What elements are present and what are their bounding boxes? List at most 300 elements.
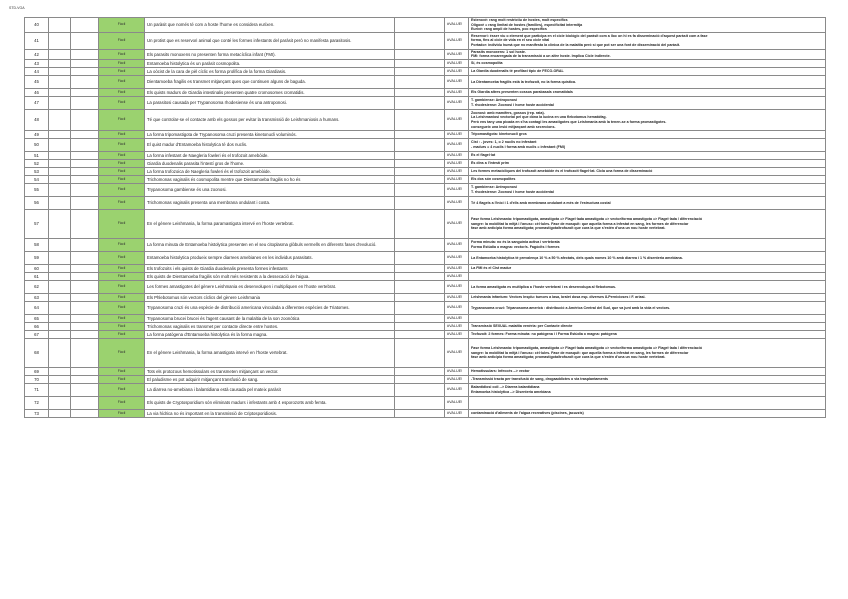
- row-number-cell[interactable]: 53: [25, 167, 49, 175]
- empty-cell[interactable]: [71, 49, 99, 59]
- empty-cell[interactable]: [49, 159, 71, 167]
- value-error-cell[interactable]: #VALUE!: [445, 280, 469, 293]
- row-number-cell[interactable]: 63: [25, 293, 49, 301]
- table-row: [25, 167, 826, 175]
- value-error-cell[interactable]: #VALUE!: [445, 322, 469, 330]
- empty-cell[interactable]: [49, 338, 71, 367]
- difficulty-cell[interactable]: Fàcil: [99, 280, 145, 293]
- empty-cell[interactable]: [395, 383, 445, 396]
- value-error-cell[interactable]: #VALUE!: [445, 330, 469, 338]
- empty-cell[interactable]: [395, 322, 445, 330]
- question-cell[interactable]: Giardia duodenalis parasita l'intestí gros de l'home.: [145, 159, 395, 167]
- table-row: [25, 301, 826, 314]
- difficulty-cell[interactable]: Fàcil: [99, 96, 145, 109]
- row-number-cell[interactable]: 72: [25, 396, 49, 409]
- empty-cell[interactable]: [71, 67, 99, 75]
- empty-cell[interactable]: [49, 293, 71, 301]
- value-error-cell[interactable]: #VALUE!: [445, 301, 469, 314]
- table-row: [25, 330, 826, 338]
- empty-cell[interactable]: [395, 330, 445, 338]
- value-error-cell[interactable]: #VALUE!: [445, 151, 469, 159]
- explanation-cell[interactable]: [469, 330, 826, 338]
- empty-cell[interactable]: [395, 272, 445, 280]
- value-error-cell[interactable]: #VALUE!: [445, 175, 469, 183]
- value-error-cell[interactable]: #VALUE!: [445, 375, 469, 383]
- explanation-cell[interactable]: [469, 383, 826, 396]
- explanation-cell[interactable]: [469, 151, 826, 159]
- question-cell[interactable]: Trichomonas vaginalis presenta una membrana ondulant i costa.: [145, 196, 395, 209]
- value-error-cell[interactable]: #VALUE!: [445, 251, 469, 264]
- empty-cell[interactable]: [395, 49, 445, 59]
- explanation-line: La Entamoeba histolytica té prevalença 10 % a 50 % afectats, dels quals nomes 10 % amb diarrea i 1 % disenteria amebiana.: [471, 255, 683, 260]
- empty-cell[interactable]: [49, 96, 71, 109]
- empty-cell[interactable]: [71, 238, 99, 251]
- empty-cell[interactable]: [71, 383, 99, 396]
- value-error-cell[interactable]: #VALUE!: [445, 59, 469, 67]
- value-error-cell[interactable]: #VALUE!: [445, 159, 469, 167]
- explanation-cell[interactable]: [469, 409, 826, 417]
- empty-cell[interactable]: [49, 272, 71, 280]
- difficulty-cell[interactable]: Fàcil: [99, 196, 145, 209]
- explanation-line: T. rhodesiense: Zoonosi i home hoste accidental: [471, 102, 554, 107]
- explanation-cell[interactable]: [469, 338, 826, 367]
- row-number-cell[interactable]: 59: [25, 251, 49, 264]
- value-error-cell[interactable]: #VALUE!: [445, 314, 469, 322]
- empty-cell[interactable]: [49, 330, 71, 338]
- row-number-cell[interactable]: 54: [25, 175, 49, 183]
- empty-cell[interactable]: [49, 75, 71, 88]
- question-cell[interactable]: La diarrea no-amebiana i balantidiana està causada pel mateix paràsit: [145, 383, 395, 396]
- row-number-cell[interactable]: 60: [25, 264, 49, 272]
- row-number-cell[interactable]: 57: [25, 209, 49, 238]
- explanation-cell[interactable]: [469, 159, 826, 167]
- empty-cell[interactable]: [395, 209, 445, 238]
- value-error-cell[interactable]: #VALUE!: [445, 167, 469, 175]
- empty-cell[interactable]: [71, 272, 99, 280]
- empty-cell[interactable]: [49, 175, 71, 183]
- question-cell[interactable]: Les formes amastigotes del gènere Leishmania es desenvolupen i multipliquen en l'hoste vertebrat.: [145, 280, 395, 293]
- difficulty-cell[interactable]: Fàcil: [99, 396, 145, 409]
- row-number-cell[interactable]: 51: [25, 151, 49, 159]
- table-row: [25, 367, 826, 375]
- table-row: [25, 18, 826, 33]
- empty-cell[interactable]: [395, 238, 445, 251]
- explanation-cell[interactable]: [469, 32, 826, 49]
- row-number-cell[interactable]: 67: [25, 330, 49, 338]
- empty-cell[interactable]: [71, 196, 99, 209]
- table-row: [25, 209, 826, 238]
- difficulty-cell[interactable]: Fàcil: [99, 159, 145, 167]
- explanation-cell[interactable]: [469, 96, 826, 109]
- row-number-cell[interactable]: 69: [25, 367, 49, 375]
- empty-cell[interactable]: [49, 18, 71, 33]
- empty-cell[interactable]: [49, 280, 71, 293]
- table-row: [25, 96, 826, 109]
- difficulty-cell[interactable]: Fàcil: [99, 264, 145, 272]
- table-row: [25, 409, 826, 417]
- row-number-cell[interactable]: 43: [25, 59, 49, 67]
- explanation-cell[interactable]: [469, 264, 826, 272]
- empty-cell[interactable]: [49, 367, 71, 375]
- question-cell[interactable]: Té que controlar-se el contacte amb els gossos per evitar la transmissió de Leishmaniosis a humans.: [145, 109, 395, 130]
- difficulty-cell[interactable]: Fàcil: [99, 151, 145, 159]
- value-error-cell[interactable]: #VALUE!: [445, 293, 469, 301]
- empty-cell[interactable]: [49, 301, 71, 314]
- explanation-cell[interactable]: [469, 59, 826, 67]
- value-error-cell[interactable]: #VALUE!: [445, 138, 469, 151]
- empty-cell[interactable]: [71, 109, 99, 130]
- empty-cell[interactable]: [395, 314, 445, 322]
- value-error-cell[interactable]: #VALUE!: [445, 396, 469, 409]
- explanation-cell[interactable]: [469, 251, 826, 264]
- empty-cell[interactable]: [395, 396, 445, 409]
- table-row: [25, 238, 826, 251]
- question-cell[interactable]: El paludisme es pot adquirir mitjançant transfusió de sang.: [145, 375, 395, 383]
- question-cell[interactable]: Trypanosoma brucei brucei és l'agent causant de la malaltia de la son zoonòtica: [145, 314, 395, 322]
- empty-cell[interactable]: [395, 183, 445, 196]
- difficulty-cell[interactable]: Fàcil: [99, 322, 145, 330]
- empty-cell[interactable]: [71, 75, 99, 88]
- difficulty-cell[interactable]: Fàcil: [99, 238, 145, 251]
- empty-cell[interactable]: [71, 209, 99, 238]
- empty-cell[interactable]: [71, 18, 99, 33]
- question-cell[interactable]: Un paràsit que només té com a hoste l'home es considera euríxen.: [145, 18, 395, 33]
- question-cell[interactable]: Un protist que es reservori animal que conté les formes infestants del paràsit però no manifesta parasitosis.: [145, 32, 395, 49]
- difficulty-cell[interactable]: Fàcil: [99, 251, 145, 264]
- empty-cell[interactable]: [71, 293, 99, 301]
- row-number-cell[interactable]: 58: [25, 238, 49, 251]
- row-number-cell[interactable]: 48: [25, 109, 49, 130]
- explanation-cell[interactable]: [469, 209, 826, 238]
- explanation-cell[interactable]: [469, 183, 826, 196]
- value-error-cell[interactable]: #VALUE!: [445, 367, 469, 375]
- empty-cell[interactable]: [49, 138, 71, 151]
- row-number-cell[interactable]: 46: [25, 88, 49, 96]
- explanation-cell[interactable]: [469, 109, 826, 130]
- question-cell[interactable]: La forma minuta de Entamoeba histolytica presenten en el seu citoplasma glòbuls vermells en diferents fases d'evolució.: [145, 238, 395, 251]
- empty-cell[interactable]: [49, 209, 71, 238]
- explanation-cell[interactable]: [469, 238, 826, 251]
- question-cell[interactable]: La forma trofozoica de Naegleria fowleri és el trofozoit amebòide.: [145, 167, 395, 175]
- question-cell[interactable]: El quist madur d'Entamoeba histolytica té dos nuclis.: [145, 138, 395, 151]
- empty-cell[interactable]: [49, 251, 71, 264]
- row-number-cell[interactable]: 64: [25, 301, 49, 314]
- empty-cell[interactable]: [71, 338, 99, 367]
- empty-cell[interactable]: [395, 138, 445, 151]
- question-cell[interactable]: Trichomonas vaginalis es transmet per contacte directe entre hostes.: [145, 322, 395, 330]
- empty-cell[interactable]: [71, 167, 99, 175]
- difficulty-cell[interactable]: Fàcil: [99, 59, 145, 67]
- table-row: [25, 109, 826, 130]
- value-error-cell[interactable]: #VALUE!: [445, 264, 469, 272]
- empty-cell[interactable]: [71, 409, 99, 417]
- empty-cell[interactable]: [49, 322, 71, 330]
- explanation-line: -Transmissió tracta per transfusió de sang, drogaaddictes o via trasplantaments: [471, 377, 609, 382]
- row-number-cell[interactable]: 66: [25, 322, 49, 330]
- value-error-cell[interactable]: #VALUE!: [445, 383, 469, 396]
- value-error-cell[interactable]: #VALUE!: [445, 96, 469, 109]
- explanation-cell[interactable]: [469, 396, 826, 409]
- sheet-id: STD-VGA: [9, 6, 25, 10]
- explanation-cell[interactable]: [469, 130, 826, 138]
- empty-cell[interactable]: [395, 59, 445, 67]
- question-cell[interactable]: La forma tripomastigota de Trypanosoma cruzi presenta kinetonucli voluminós.: [145, 130, 395, 138]
- explanation-line: Forma minuta: no és la sanguínia activa i vertebrata: [471, 240, 560, 245]
- difficulty-cell[interactable]: Fàcil: [99, 409, 145, 417]
- row-number-cell[interactable]: 52: [25, 159, 49, 167]
- question-cell[interactable]: La oòcist de la cara de pèl cíclic es forma prolífica de la forma Giardiasis.: [145, 67, 395, 75]
- empty-cell[interactable]: [71, 151, 99, 159]
- empty-cell[interactable]: [71, 367, 99, 375]
- value-error-cell[interactable]: #VALUE!: [445, 272, 469, 280]
- empty-cell[interactable]: [71, 330, 99, 338]
- difficulty-cell[interactable]: Fàcil: [99, 293, 145, 301]
- empty-cell[interactable]: [71, 396, 99, 409]
- empty-cell[interactable]: [395, 338, 445, 367]
- empty-cell[interactable]: [395, 280, 445, 293]
- explanation-line: La Leishmaniosi vectorial pel que dóna la lucina en una flebotomus hematòfag.: [471, 115, 607, 120]
- empty-cell[interactable]: [71, 159, 99, 167]
- table-row: [25, 280, 826, 293]
- difficulty-cell[interactable]: Fàcil: [99, 314, 145, 322]
- explanation-cell[interactable]: [469, 375, 826, 383]
- empty-cell[interactable]: [71, 183, 99, 196]
- value-error-cell[interactable]: #VALUE!: [445, 75, 469, 88]
- question-cell[interactable]: Els quists de Cryptosporidium són eliminats madurs i infestants amb 4 esporozoïts amb femta.: [145, 396, 395, 409]
- empty-cell[interactable]: [49, 264, 71, 272]
- empty-cell[interactable]: [49, 59, 71, 67]
- empty-cell[interactable]: [71, 88, 99, 96]
- explanation-cell[interactable]: [469, 138, 826, 151]
- difficulty-cell[interactable]: Fàcil: [99, 109, 145, 130]
- explanation-line: Els dos són cosmopolites: [471, 177, 516, 182]
- empty-cell[interactable]: [49, 151, 71, 159]
- row-number-cell[interactable]: 70: [25, 375, 49, 383]
- explanation-line: Es el flagel·lat: [471, 153, 496, 158]
- empty-cell[interactable]: [71, 59, 99, 67]
- empty-cell[interactable]: [49, 238, 71, 251]
- empty-cell[interactable]: [49, 183, 71, 196]
- row-number-cell[interactable]: 41: [25, 32, 49, 49]
- table-row: [25, 130, 826, 138]
- row-number-cell[interactable]: 44: [25, 67, 49, 75]
- value-error-cell[interactable]: #VALUE!: [445, 109, 469, 130]
- empty-cell[interactable]: [71, 130, 99, 138]
- value-error-cell[interactable]: #VALUE!: [445, 130, 469, 138]
- empty-cell[interactable]: [395, 151, 445, 159]
- empty-cell[interactable]: [395, 264, 445, 272]
- row-number-cell[interactable]: 56: [25, 196, 49, 209]
- empty-cell[interactable]: [49, 314, 71, 322]
- empty-cell[interactable]: [49, 130, 71, 138]
- row-number-cell[interactable]: 61: [25, 272, 49, 280]
- question-cell[interactable]: En el gènere Leishmania, la forma amastigota intervé en l'hoste vertebrat.: [145, 338, 395, 367]
- explanation-cell[interactable]: [469, 175, 826, 183]
- row-number-cell[interactable]: 62: [25, 280, 49, 293]
- difficulty-cell[interactable]: Fàcil: [99, 18, 145, 33]
- empty-cell[interactable]: [49, 109, 71, 130]
- empty-cell[interactable]: [395, 109, 445, 130]
- explanation-cell[interactable]: [469, 18, 826, 33]
- explanation-cell[interactable]: [469, 88, 826, 96]
- difficulty-cell[interactable]: Fàcil: [99, 88, 145, 96]
- difficulty-cell[interactable]: Fàcil: [99, 375, 145, 383]
- row-number-cell[interactable]: 45: [25, 75, 49, 88]
- explanation-cell[interactable]: [469, 67, 826, 75]
- value-error-cell[interactable]: #VALUE!: [445, 88, 469, 96]
- empty-cell[interactable]: [395, 251, 445, 264]
- row-number-cell[interactable]: 71: [25, 383, 49, 396]
- difficulty-cell[interactable]: Fàcil: [99, 383, 145, 396]
- value-error-cell[interactable]: #VALUE!: [445, 209, 469, 238]
- row-number-cell[interactable]: 55: [25, 183, 49, 196]
- explanation-cell[interactable]: [469, 167, 826, 175]
- explanation-line: sangre: la mobilitat la mitjà i l'anusc: cèl·lules. Fase de mosquit: que aquella forma a infestat en sang, les formes de diferenciar: [471, 221, 689, 226]
- empty-cell[interactable]: [49, 49, 71, 59]
- row-number-cell[interactable]: 73: [25, 409, 49, 417]
- question-cell[interactable]: Els trofozoits i els quists de Giardia duodenalis presenta formes infestants: [145, 264, 395, 272]
- difficulty-cell[interactable]: Fàcil: [99, 338, 145, 367]
- empty-cell[interactable]: [395, 88, 445, 96]
- empty-cell[interactable]: [71, 314, 99, 322]
- question-cell[interactable]: En el gènere Leishmania, la forma paramastigota intervé en l'hoste vertebrat.: [145, 209, 395, 238]
- difficulty-cell[interactable]: Fàcil: [99, 272, 145, 280]
- difficulty-cell[interactable]: Fàcil: [99, 330, 145, 338]
- empty-cell[interactable]: [71, 138, 99, 151]
- value-error-cell[interactable]: #VALUE!: [445, 409, 469, 417]
- empty-cell[interactable]: [71, 280, 99, 293]
- explanation-cell[interactable]: [469, 75, 826, 88]
- question-cell[interactable]: Els quists de Dientamoeba fragilis són molt més resistents a la dessecació de l'aigua.: [145, 272, 395, 280]
- empty-cell[interactable]: [49, 196, 71, 209]
- explanation-cell[interactable]: [469, 301, 826, 314]
- value-error-cell[interactable]: #VALUE!: [445, 67, 469, 75]
- row-number-cell[interactable]: 49: [25, 130, 49, 138]
- explanation-cell[interactable]: [469, 322, 826, 330]
- difficulty-cell[interactable]: Fàcil: [99, 301, 145, 314]
- question-cell[interactable]: La forma patògena d'Entamoeba histolytica és la forma magna.: [145, 330, 395, 338]
- empty-cell[interactable]: [395, 130, 445, 138]
- value-error-cell[interactable]: #VALUE!: [445, 338, 469, 367]
- empty-cell[interactable]: [395, 196, 445, 209]
- empty-cell[interactable]: [71, 301, 99, 314]
- empty-cell[interactable]: [49, 375, 71, 383]
- explanation-line: Les formes metacícliques del trofozoit amebòide és el trofozoit flagel·lat. Cicla una forma de disseminació: [471, 169, 653, 174]
- explanation-cell[interactable]: [469, 272, 826, 280]
- question-cell[interactable]: Dientamoeba fragilis es transmet mitjançant ques que continuen alguns de baguda.: [145, 75, 395, 88]
- difficulty-cell[interactable]: Fàcil: [99, 167, 145, 175]
- explanation-line: Trypanosoma cruzi: Tripanosoma americà : distribució a Amèrica Central del Sud, que va junt amb la vida el vectors.: [471, 305, 671, 310]
- question-cell[interactable]: Els parasits monoxens no presenten forma metacíclica infant (FMI).: [145, 49, 395, 59]
- empty-cell[interactable]: [395, 167, 445, 175]
- value-error-cell[interactable]: #VALUE!: [445, 238, 469, 251]
- empty-cell[interactable]: [49, 383, 71, 396]
- empty-cell[interactable]: [71, 251, 99, 264]
- row-number-cell[interactable]: 47: [25, 96, 49, 109]
- difficulty-cell[interactable]: Fàcil: [99, 130, 145, 138]
- value-error-cell[interactable]: #VALUE!: [445, 183, 469, 196]
- row-number-cell[interactable]: 40: [25, 18, 49, 33]
- value-error-cell[interactable]: #VALUE!: [445, 196, 469, 209]
- empty-cell[interactable]: [395, 375, 445, 383]
- empty-cell[interactable]: [395, 18, 445, 33]
- question-cell[interactable]: Els Phlebotomus són vectors cíclics del gènere Leishmania: [145, 293, 395, 301]
- explanation-cell[interactable]: [469, 293, 826, 301]
- row-number-cell[interactable]: 68: [25, 338, 49, 367]
- question-cell[interactable]: Trypanosoma cruzi és una espècie de distribució americana vinculada a diferentes espècies de Triatomes.: [145, 301, 395, 314]
- value-error-cell[interactable]: #VALUE!: [445, 32, 469, 49]
- empty-cell[interactable]: [395, 367, 445, 375]
- empty-cell[interactable]: [71, 322, 99, 330]
- difficulty-cell[interactable]: Fàcil: [99, 49, 145, 59]
- empty-cell[interactable]: [71, 32, 99, 49]
- empty-cell[interactable]: [49, 67, 71, 75]
- difficulty-cell[interactable]: Fàcil: [99, 75, 145, 88]
- empty-cell[interactable]: [395, 301, 445, 314]
- table-row: [25, 322, 826, 330]
- explanation-cell[interactable]: [469, 314, 826, 322]
- row-number-cell[interactable]: 50: [25, 138, 49, 151]
- question-cell[interactable]: Els quists madurs de Giardia intestinalis presenten quatre cromosomes cromatidis.: [145, 88, 395, 96]
- question-cell[interactable]: La parasitosi causada per Trypanosoma rhodesiense és una antroponosi.: [145, 96, 395, 109]
- difficulty-cell[interactable]: Fàcil: [99, 67, 145, 75]
- empty-cell[interactable]: [49, 409, 71, 417]
- row-number-cell[interactable]: 42: [25, 49, 49, 59]
- empty-cell[interactable]: [49, 396, 71, 409]
- empty-cell[interactable]: [395, 175, 445, 183]
- difficulty-cell[interactable]: Fàcil: [99, 175, 145, 183]
- question-cell[interactable]: La forma infestant de Naegleria fowleri és el trofozoit amebòide.: [145, 151, 395, 159]
- explanation-cell[interactable]: [469, 367, 826, 375]
- explanation-line: És dins a l'intestí prim: [471, 161, 509, 166]
- difficulty-cell[interactable]: Fàcil: [99, 367, 145, 375]
- empty-cell[interactable]: [49, 32, 71, 49]
- empty-cell[interactable]: [395, 159, 445, 167]
- difficulty-cell[interactable]: Fàcil: [99, 183, 145, 196]
- empty-cell[interactable]: [395, 75, 445, 88]
- question-cell[interactable]: Tots els protozous hemotissulars es transmeten mitjançant un vector.: [145, 367, 395, 375]
- explanation-cell[interactable]: [469, 280, 826, 293]
- question-cell[interactable]: Entamoeba histolytica produeix sempre diarrees amebianes en les individus parasitats.: [145, 251, 395, 264]
- row-number-cell[interactable]: 65: [25, 314, 49, 322]
- difficulty-cell[interactable]: Fàcil: [99, 32, 145, 49]
- empty-cell[interactable]: [395, 293, 445, 301]
- explanation-line: Oligoxè = rang limitat de hostes (families), especificitat intermitja: [471, 22, 583, 27]
- empty-cell[interactable]: [49, 88, 71, 96]
- value-error-cell[interactable]: #VALUE!: [445, 49, 469, 59]
- explanation-line: - madurs = 4 nuclis i forma amb nuclis = infestant (FMI): [471, 144, 566, 149]
- empty-cell[interactable]: [71, 264, 99, 272]
- explanation-line: consegueix una lesió mitjançant amb secrecions.: [471, 124, 556, 129]
- empty-cell[interactable]: [395, 96, 445, 109]
- empty-cell[interactable]: [395, 32, 445, 49]
- empty-cell[interactable]: [49, 167, 71, 175]
- question-cell[interactable]: Entamoeba histolytica és un paràsit cosmopolita.: [145, 59, 395, 67]
- explanation-cell[interactable]: [469, 196, 826, 209]
- empty-cell[interactable]: [71, 375, 99, 383]
- difficulty-cell[interactable]: Fàcil: [99, 209, 145, 238]
- question-cell[interactable]: Trypanosoma gambiense és una zoonosi.: [145, 183, 395, 196]
- empty-cell[interactable]: [71, 175, 99, 183]
- value-error-cell[interactable]: #VALUE!: [445, 18, 469, 33]
- explanation-cell[interactable]: [469, 49, 826, 59]
- question-cell[interactable]: Trichomonas vaginalis és cosmopolita mentre que Dientamoeba fragilis no ho és: [145, 175, 395, 183]
- empty-cell[interactable]: [395, 409, 445, 417]
- empty-cell[interactable]: [71, 96, 99, 109]
- difficulty-cell[interactable]: Fàcil: [99, 138, 145, 151]
- empty-cell[interactable]: [395, 67, 445, 75]
- question-cell[interactable]: La via hídrica no és important en la transmissió de Criptosporidiosis.: [145, 409, 395, 417]
